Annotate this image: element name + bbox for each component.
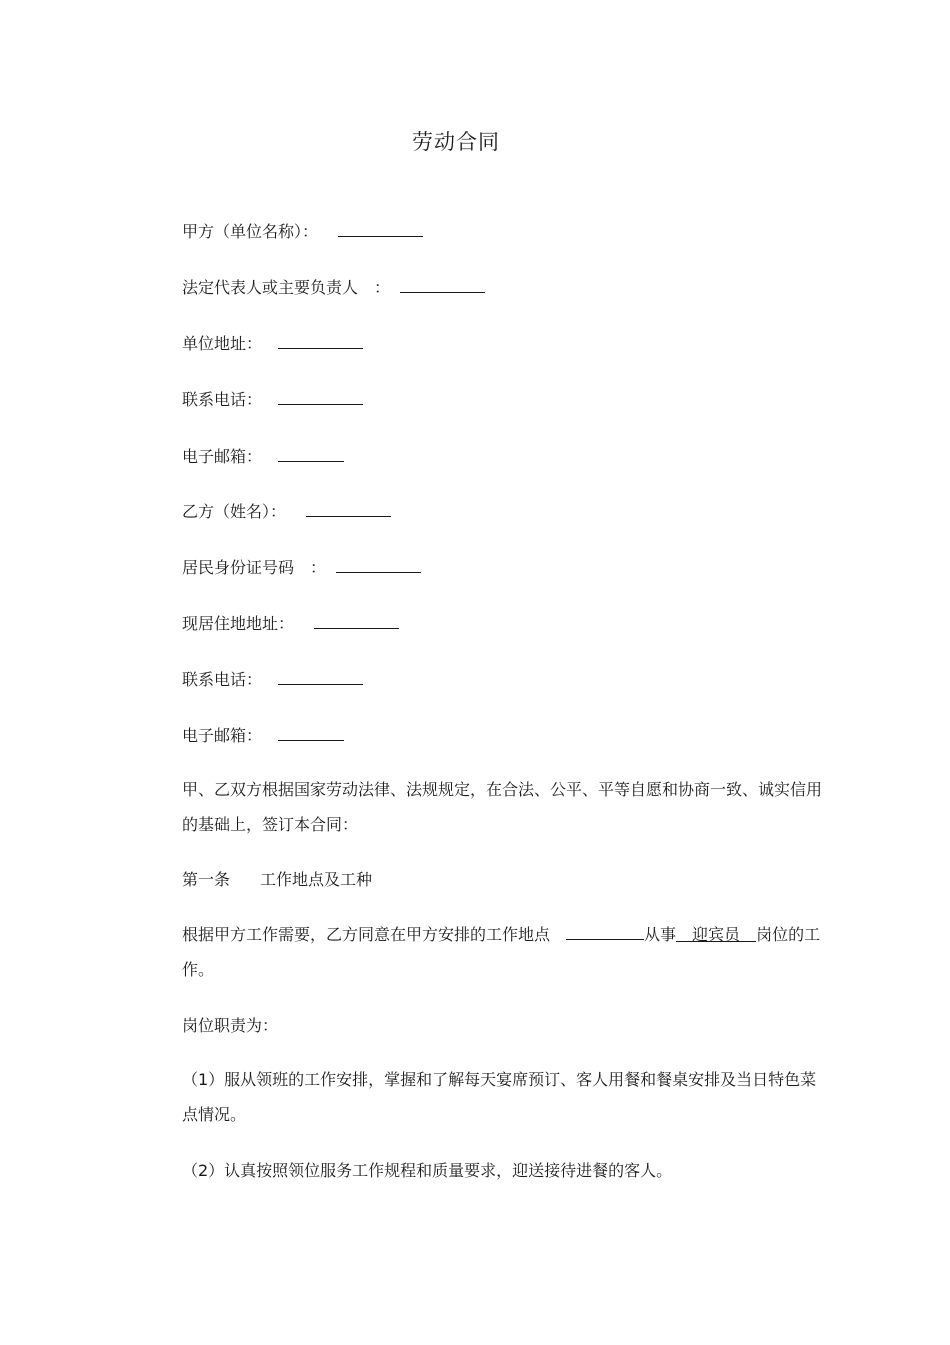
duties-label: 岗位职责为： [182,1016,279,1035]
party-b-email-label: 电子邮箱： [182,726,263,745]
article-1-text-mid: 从事 [644,925,677,944]
work-location-blank[interactable] [566,925,644,940]
party-a-rep-field [182,274,485,300]
party-b-phone-blank[interactable] [278,666,363,685]
party-b-email-blank[interactable] [278,722,344,741]
party-a-name-blank[interactable] [338,218,423,237]
party-a-email-field [182,443,344,469]
party-b-address-field [182,610,399,636]
party-a-phone-field [182,386,363,412]
party-a-address-blank[interactable] [278,330,363,349]
duty-item-2: （2）认真按照领位服务工作规程和质量要求，迎送接待进餐的客人。 [182,1161,673,1180]
article-1-text-before: 根据甲方工作需要，乙方同意在甲方安排的工作地点 [182,925,551,944]
party-b-address-label: 现居住地地址： [182,614,295,633]
party-b-name-blank[interactable] [306,498,391,517]
article-1-title: 工作地点及工种 [260,870,373,889]
party-a-phone-blank[interactable] [278,386,363,405]
party-a-rep-blank[interactable] [400,274,485,293]
job-position-value: 迎宾员 [692,925,741,944]
party-b-name-field [182,498,391,524]
party-a-address-label: 单位地址： [182,334,263,353]
party-b-id-blank[interactable] [336,554,421,573]
party-b-id-label: 居民身份证号码 ： [182,558,327,577]
party-a-name-field [182,218,423,244]
party-b-name-label: 乙方（姓名）： [182,502,287,521]
party-a-phone-label: 联系电话： [182,390,263,409]
duty-item-1: （1）服从领班的工作安排，掌握和了解每天宴席预订、客人用餐和餐桌安排及当日特色菜点情况。 [182,1070,817,1124]
article-1-heading [182,868,372,892]
party-a-name-label: 甲方（单位名称）： [182,222,319,241]
party-b-email-field [182,722,344,748]
article-1-paragraph [144,917,827,987]
article-1-text-after: 岗位的工作。 [182,925,821,979]
party-a-address-field [182,330,363,356]
party-a-rep-label: 法定代表人或主要负责人 ： [182,278,391,297]
article-1-number: 第一条 [182,870,231,889]
party-a-email-blank[interactable] [278,443,344,462]
party-b-address-blank[interactable] [314,610,399,629]
document-title: 劳动合同 [412,130,500,154]
party-a-email-label: 电子邮箱： [182,447,263,466]
party-b-phone-label: 联系电话： [182,670,263,689]
preamble-paragraph: 甲、乙双方根据国家劳动法律、法规规定，在合法、公平、平等自愿和协商一致、诚实信用的基础上，签订本合同： [182,780,823,834]
party-b-id-field [182,554,421,580]
party-b-phone-field [182,666,363,692]
